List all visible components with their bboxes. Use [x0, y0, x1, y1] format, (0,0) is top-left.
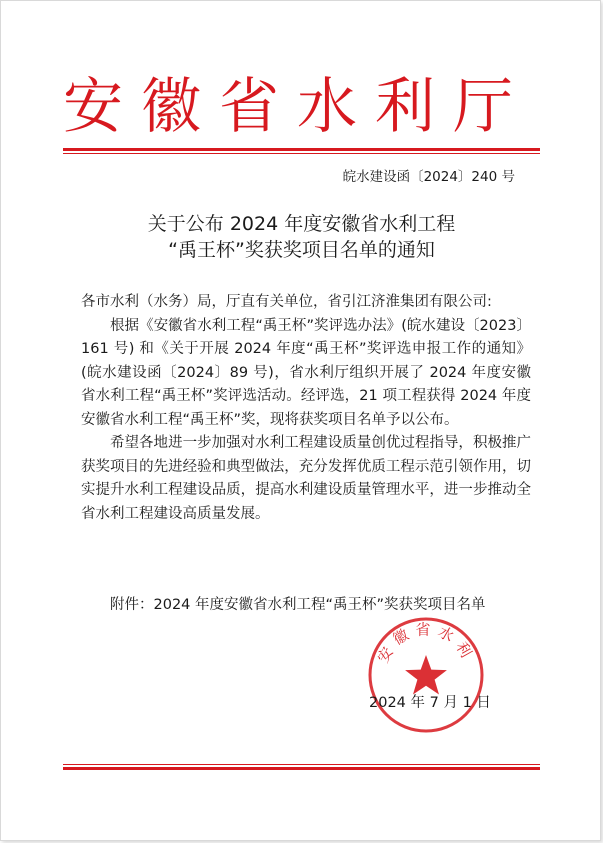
document-title-line-1: 关于公布 2024 年度安徽省水利工程	[147, 213, 456, 235]
masthead-rule-thin	[63, 153, 540, 154]
masthead-rule-thick	[63, 148, 540, 151]
document-number: 皖水建设函〔2024〕240 号	[342, 169, 515, 185]
seal-star-icon	[405, 655, 447, 695]
body-paragraph-1: 根据《安徽省水利工程“禹王杯”奖评选办法》(皖水建设〔2023〕161 号) 和《关于开展 2024 年度“禹王杯”奖评选申报工作的通知》(皖水建设函〔2024〕89 号)，省水利厅组织开展了 2024 年度安徽省水利工程“禹王杯”奖评选活动。经评选，21 项工程获得 2024 年度安徽省水利工程“禹王杯”奖，现将获奖项目名单予以公布。	[81, 317, 531, 428]
seal-text: 安徽省水利	[373, 620, 479, 666]
issue-date: 2024 年 7 月 1 日	[369, 695, 491, 711]
document-body	[81, 291, 531, 526]
footer-rule-thick	[63, 767, 540, 770]
salutation: 各市水利（水务）局，厅直有关单位，省引江济淮集团有限公司:	[81, 294, 492, 310]
official-seal	[366, 615, 486, 735]
attachment-note: 附件：2024 年度安徽省水利工程“禹王杯”奖获奖项目名单	[110, 597, 486, 613]
body-paragraph-2: 希望各地进一步加强对水利工程建设质量创优过程指导，积极推广获奖项目的先进经验和典型做法，充分发挥优质工程示范引领作用，切实提升水利工程建设品质，提高水利建设质量管理水平，进一步推动全省水利工程建设高质量发展。	[81, 435, 531, 522]
footer-rule-thin	[63, 764, 540, 765]
agency-masthead: 安徽省水利厅	[63, 72, 531, 142]
document-title-line-2: “禹王杯”奖获奖项目名单的通知	[168, 239, 435, 261]
